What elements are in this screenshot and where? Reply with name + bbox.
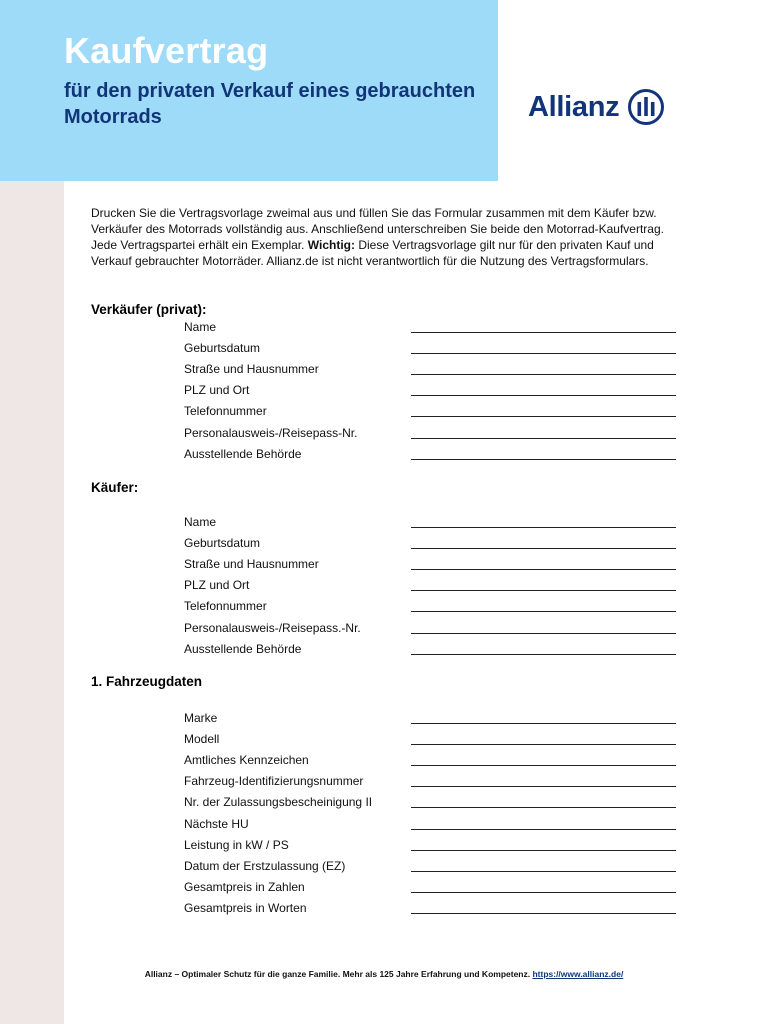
vehicle-field-row <box>184 711 676 725</box>
seller-section-title: Verkäufer (privat): <box>91 302 207 317</box>
vehicle-field-blank[interactable] <box>411 723 676 724</box>
vehicle-field-blank[interactable] <box>411 765 676 766</box>
vehicle-field-row <box>184 732 676 746</box>
vehicle-field-blank[interactable] <box>411 829 676 830</box>
page-subtitle: für den privaten Verkauf eines gebrauchten Motorrads <box>64 80 476 128</box>
vehicle-field-blank[interactable] <box>411 744 676 745</box>
vehicle-field-label: Fahrzeug-Identifizierungsnummer <box>184 774 364 789</box>
vehicle-field-label: Datum der Erstzulassung (EZ) <box>184 858 346 873</box>
seller-field-blank[interactable] <box>411 438 676 439</box>
seller-field-row <box>184 341 676 355</box>
seller-field-label: Name <box>184 320 217 334</box>
seller-field-blank[interactable] <box>411 353 676 354</box>
seller-field-row <box>184 383 676 397</box>
seller-field-label: Geburtsdatum <box>184 341 261 356</box>
vehicle-field-row <box>184 838 676 852</box>
vehicle-field-label: Marke <box>184 711 218 725</box>
vehicle-field-row <box>184 774 676 788</box>
buyer-field-label: Personalausweis-/Reisepass.-Nr. <box>184 620 361 635</box>
vehicle-field-blank[interactable] <box>411 850 676 851</box>
seller-field-row <box>184 447 676 461</box>
vehicle-field-blank[interactable] <box>411 871 676 872</box>
buyer-field-label: Ausstellende Behörde <box>184 641 302 656</box>
vehicle-field-row <box>184 880 676 894</box>
buyer-field-blank[interactable] <box>411 548 676 549</box>
vehicle-field-label: Gesamtpreis in Worten <box>184 900 307 915</box>
vehicle-field-blank[interactable] <box>411 913 676 914</box>
vehicle-field-blank[interactable] <box>411 892 676 893</box>
buyer-field-row <box>184 515 676 529</box>
page-title: Kaufvertrag <box>64 30 269 71</box>
seller-field-blank[interactable] <box>411 395 676 396</box>
buyer-section-title: Käufer: <box>91 480 139 495</box>
header-banner <box>0 0 498 181</box>
buyer-field-blank[interactable] <box>411 633 676 634</box>
buyer-field-row <box>184 557 676 571</box>
vehicle-field-label: Nr. der Zulassungsbescheinigung II <box>184 795 373 810</box>
allianz-eagle-icon <box>627 88 665 126</box>
buyer-field-blank[interactable] <box>411 569 676 570</box>
buyer-field-blank[interactable] <box>411 590 676 591</box>
seller-field-label: Personalausweis-/Reisepass-Nr. <box>184 425 358 440</box>
seller-field-row <box>184 426 676 440</box>
seller-field-row <box>184 404 676 418</box>
seller-field-blank[interactable] <box>411 332 676 333</box>
buyer-field-row <box>184 621 676 635</box>
vehicle-field-label: Amtliches Kennzeichen <box>184 753 309 768</box>
seller-field-blank[interactable] <box>411 416 676 417</box>
intro-important: Wichtig: <box>307 238 356 252</box>
seller-field-row <box>184 362 676 376</box>
buyer-field-row <box>184 536 676 550</box>
vehicle-field-row <box>184 901 676 915</box>
buyer-field-label: Telefonnummer <box>184 599 267 614</box>
seller-field-row <box>184 320 676 334</box>
buyer-field-blank[interactable] <box>411 611 676 612</box>
vehicle-field-blank[interactable] <box>411 786 676 787</box>
intro-text-2: Diese Vertragsvorlage gilt nur für den privaten Kauf und Verkauf gebrauchter Motorräder. Allianz.de ist nicht verantwortlich für die Nutzung des Vertragsformulars. <box>91 238 654 268</box>
vehicle-field-row <box>184 817 676 831</box>
seller-field-blank[interactable] <box>411 459 676 460</box>
buyer-field-label: Name <box>184 515 217 529</box>
vehicle-field-row <box>184 795 676 809</box>
buyer-field-row <box>184 642 676 656</box>
allianz-logo <box>528 88 665 126</box>
seller-field-blank[interactable] <box>411 374 676 375</box>
vehicle-field-row <box>184 859 676 873</box>
vehicle-field-label: Gesamtpreis in Zahlen <box>184 879 305 894</box>
buyer-field-label: Straße und Hausnummer <box>184 557 319 572</box>
seller-field-label: Telefonnummer <box>184 404 267 419</box>
seller-field-label: PLZ und Ort <box>184 383 250 398</box>
vehicle-field-label: Leistung in kW / PS <box>184 837 289 852</box>
buyer-field-blank[interactable] <box>411 527 676 528</box>
vehicle-field-row <box>184 753 676 767</box>
buyer-field-row <box>184 578 676 592</box>
buyer-field-blank[interactable] <box>411 654 676 655</box>
seller-field-label: Straße und Hausnummer <box>184 362 319 377</box>
footer-text: Allianz – Optimaler Schutz für die ganze Familie. Mehr als 125 Jahre Erfahrung und Kompetenz. <box>144 969 533 979</box>
vehicle-field-label: Nächste HU <box>184 816 249 831</box>
logo-text: Allianz <box>528 90 620 123</box>
vehicle-section-title: 1. Fahrzeugdaten <box>91 674 203 689</box>
vehicle-field-blank[interactable] <box>411 807 676 808</box>
buyer-field-label: PLZ und Ort <box>184 578 250 593</box>
buyer-field-row <box>184 599 676 613</box>
vehicle-field-label: Modell <box>184 732 220 747</box>
intro-paragraph <box>91 205 677 269</box>
seller-field-label: Ausstellende Behörde <box>184 446 302 461</box>
footer-link[interactable]: https://www.allianz.de/ <box>532 969 624 979</box>
buyer-field-label: Geburtsdatum <box>184 536 261 551</box>
footer <box>0 969 768 979</box>
intro-text-1: Drucken Sie die Vertragsvorlage zweimal aus und füllen Sie das Formular zusammen mit dem Käufer bzw. Verkäufer des Motorrads vollständig aus. Anschließend unterschreiben Sie beide den Motorrad-Kaufvertrag. Jede Vertragspartei erhält ein Exemplar. <box>91 206 664 252</box>
